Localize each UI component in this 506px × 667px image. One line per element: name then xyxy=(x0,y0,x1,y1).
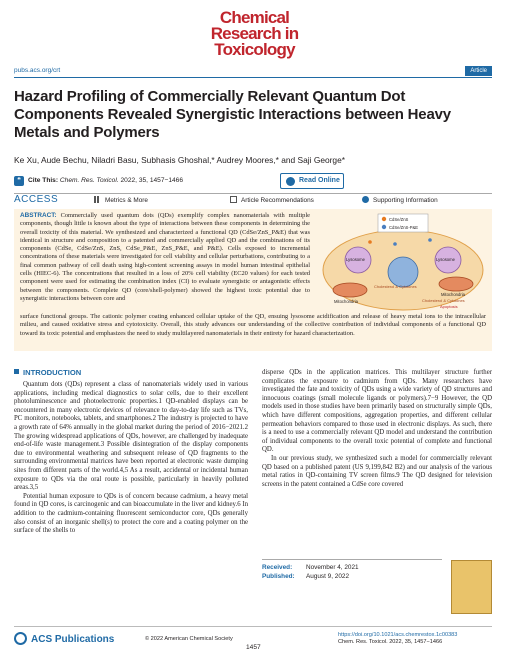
copyright-notice: © 2022 American Chemical Society xyxy=(145,636,233,642)
abstract-text-narrow xyxy=(20,212,310,303)
received-row xyxy=(262,563,442,572)
author-list: Ke Xu, Aude Bechu, Niladri Basu, Subhasis Ghoshal,* Audrey Moores,* and Saji George* xyxy=(14,155,346,165)
recommendations-label: Article Recommendations xyxy=(241,197,314,204)
publication-dates xyxy=(262,559,442,581)
doi-block xyxy=(338,632,457,646)
cite-details: 2022, 35, 1457−1466 xyxy=(118,177,184,184)
graphic-legend-2: CdSe/ZnS-P&E xyxy=(389,225,419,230)
section-heading-label: INTRODUCTION xyxy=(23,368,82,377)
graphic-chol-right: Cholesterol & Cytokines xyxy=(422,298,465,303)
header-rule xyxy=(14,77,492,78)
graphic-mito-right: Mitochondria xyxy=(441,292,465,297)
citation-row xyxy=(14,173,492,191)
journal-name-line1: Chemical xyxy=(219,8,290,27)
journal-name-line2: Research in xyxy=(210,24,299,43)
toc-graphic xyxy=(320,212,486,312)
cite-icon[interactable]: ❝ xyxy=(14,176,24,186)
page-number: 1457 xyxy=(246,644,261,651)
citation-text xyxy=(28,177,183,184)
body-column-right xyxy=(262,369,492,489)
graphic-lysosome-right: Lysosome xyxy=(436,257,455,262)
graphic-mito-left: Mitochondria xyxy=(334,299,358,304)
metrics-link[interactable] xyxy=(94,196,148,204)
document-icon xyxy=(230,196,237,203)
graphic-legend-1: CdSe/ZnS xyxy=(389,217,409,222)
section-heading-introduction xyxy=(14,368,81,377)
access-label: ACCESS xyxy=(14,194,59,205)
cite-journal: Chem. Res. Toxicol. xyxy=(59,177,119,184)
graphic-lysosome-left: Lysosome xyxy=(346,257,365,262)
publisher-name: ACS Publications xyxy=(31,634,115,645)
doi-link[interactable]: https://doi.org/10.1021/acs.chemrestox.1c00383 xyxy=(338,632,458,638)
access-bar xyxy=(14,193,492,207)
read-online-label: Read Online xyxy=(299,177,340,184)
supporting-info-link[interactable] xyxy=(362,196,438,204)
supporting-info-label: Supporting Information xyxy=(373,197,438,204)
journal-cover-thumbnail[interactable] xyxy=(451,560,492,614)
read-online-button[interactable] xyxy=(280,173,344,189)
recommendations-link[interactable] xyxy=(230,196,314,204)
footer-citation: Chem. Res. Toxicol. 2022, 35, 1457−1466 xyxy=(338,639,443,645)
received-label: Received: xyxy=(262,564,293,571)
read-online-icon xyxy=(286,177,295,186)
published-label: Published: xyxy=(262,573,295,580)
footer-rule xyxy=(14,626,492,627)
journal-logo xyxy=(172,10,337,58)
section-square-icon xyxy=(14,369,19,374)
intro-paragraph-1: Quantum dots (QDs) represent a class of nanomaterials widely used in various applications, including medical diagnostics to solar cells, due to their excellent photoluminescence and photoelectronic properties.1 QD-enabled displays can be encountered in many electronic devices of relevance to day-to-day life such as TVs, PC monitors, notebooks, tablets, and smartphones.2 The industry is projected to have a growth rate of 64% annually in the global market during the period of 2016−2021.2 The growing widespread applications of QDs, however, are challenged by inadequate end-of-life waste management.3 Possible disintegration of the display components due to environmental weathering and subsequent release of QD fragments to the surrounding environmental matrices have been reported at electronic waste dumping sites from different parts of the world.4,5 As a result, accidental or incidental human exposure to QDs via the oral route is possible, particularly in heavily polluted areas.3,5 xyxy=(14,381,248,492)
intro-paragraph-3: disperse QDs in the application matrices. This multilayer structure further complicates the exposure to cadmium from QDs. Many researchers have investigated the fate and toxicity of QDs using a wide variety of QD structures and innocuous coatings (small molecule ligands or polymers).7−9 However, the QD models used in those studies have been primarily based on structurally simple QDs, which have different compositions, aggregation properties, and different cellular permeation behaviors compared to those used in electronic displays. As such, there is a need to use a commercially relevant QD model and understand the contribution of individual components to the overall toxic potential of complete and functional QD. xyxy=(262,369,492,454)
metrics-label: Metrics & More xyxy=(105,197,148,204)
article-type-badge: Article xyxy=(465,66,492,76)
acs-publications-logo[interactable] xyxy=(14,632,114,645)
published-row xyxy=(262,572,442,581)
journal-name-line3: Toxicology xyxy=(214,40,295,59)
cite-label: Cite This: xyxy=(28,177,59,184)
article-title: Hazard Profiling of Commercially Relevant Quantum Dot Components Revealed Synergistic Interactions between Heavy Metals and Polymers xyxy=(14,88,451,141)
journal-url-link[interactable]: pubs.acs.org/crt xyxy=(14,67,61,74)
abstract-label: ABSTRACT: xyxy=(20,212,57,219)
abstract-body-narrow: Commercially used quantum dots (QDs) exemplify complex nanomaterials with multiple components, though little is known about the type of interactions between these components in determining the overall toxicity of this material. We synthesized and characterized a functional QD (CdSe/ZnS_P&E) that was identical in structure and composition to a patented and commercially applied QD and the combinations of its components (CdSe, CdSe/ZnS, ZnS, CdSe_P&E, ZnS_P&E, and P&E). Cells exposed to incremental concentrations of these materials were investigated for cell viability and cellular perturbations, contributing to a final common pathway of cell death using high-content screening assays in model human intestinal epithelial cells (HIEC-6). The concentrations that resulted in a loss of 20% cell viability (EC20 values) for each tested component were used for estimating the combination index (CI) to evaluate synergistic or antagonistic effects between the components. Complete QD (core/shell-polymer) showed the highest toxic potential due to synergistic interactions between core and xyxy=(20,212,310,302)
abstract-text-wide: surface functional groups. The cationic polymer coating enhanced cellular uptake of the QD, ensuing lysosome acidification and release of heavy metal ions to the intracellular milieu, and caused oxidative stress and cytotoxicity. Overall, this study advances our understanding of the collective contribution of individual components of a functional QD toward its toxic potential and emphasizes the need to study multilayered nanomaterials in their entirety for hazard characterization. xyxy=(20,313,486,337)
intro-paragraph-2: Potential human exposure to QDs is of concern because cadmium, a heavy metal found in QD cores, is carcinogenic and can bioaccumulate in the liver and kidney.6 In addition to the cadmium-containing fluorescent semiconductor core, QDs generally also consist of an inorganic shell(s) to protect the core and a coating polymer on the surface of the shells to xyxy=(14,492,248,535)
published-date: August 9, 2022 xyxy=(306,573,349,580)
acs-logo-icon xyxy=(14,632,27,645)
graphic-apoptosis: Apoptosis xyxy=(440,304,458,309)
graphic-chol-left: Cholesterol & Cytokines xyxy=(374,284,417,289)
info-icon xyxy=(362,196,369,203)
received-date: November 4, 2021 xyxy=(306,564,359,571)
bar-chart-icon xyxy=(94,196,101,203)
body-column-left xyxy=(14,381,248,536)
intro-paragraph-4: In our previous study, we synthesized such a model for commercially relevant QD based on a published patent (US 9,199,842 B2) and our analysis of the various metal ratios in QD-containing TV screen films.9 The QD designed for television screens in the patent contained a CdSe core covered xyxy=(262,454,492,488)
